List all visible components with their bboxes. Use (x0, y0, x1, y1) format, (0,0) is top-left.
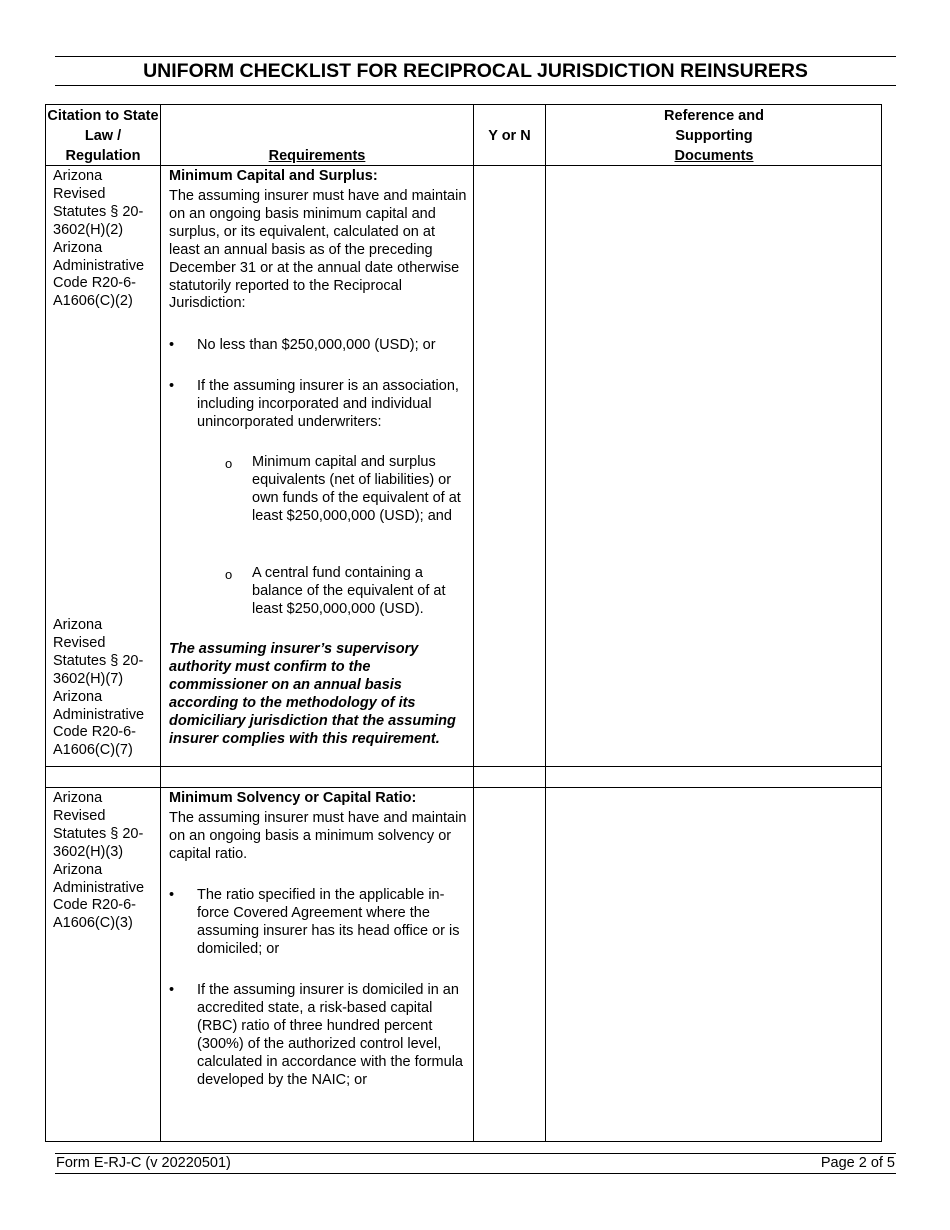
capital-sub-bullet-2: A central fund containing a balance of the equivalent of at least $250,000,000 (USD). (252, 565, 446, 617)
capital-bullet-1: No less than $250,000,000 (USD); or (197, 337, 436, 353)
form-id: Form E-RJ-C (v 20220501) (56, 1155, 231, 1171)
bullet-icon: • (169, 982, 175, 998)
section-heading-solvency-ratio: Minimum Solvency or Capital Ratio: (169, 790, 417, 806)
citation-supervisory-confirmation: Arizona Revised Statutes § 20-3602(H)(7) Arizona Administrative Code R20-6-A1606(C)(7) (53, 617, 145, 759)
footer-top-rule (55, 1153, 896, 1154)
page-title: UNIFORM CHECKLIST FOR RECIPROCAL JURISDICTION REINSURERS (143, 60, 808, 82)
sub-bullet-icon: o (225, 567, 233, 582)
solvency-ratio-intro: The assuming insurer must have and maintain on an ongoing basis a minimum solvency or capital ratio. (169, 810, 467, 862)
column-divider-requirements (473, 104, 474, 1142)
capital-sub-bullet-1: Minimum capital and surplus equivalents (net of liabilities) or own funds of the equivalent of at least $250,000,000 (USD); and (252, 454, 461, 524)
solvency-bullet-2: If the assuming insurer is domiciled in an accredited state, a risk-based capital (RBC) ratio of three hundred percent (300%) of the authorized control level, calculated in accordance with the formula developed by the NAIC; or (197, 982, 463, 1088)
supervisory-note: The assuming insurer’s supervisory authority must confirm to the commissioner on an annual basis according to the methodology of its domiciliary jurisdiction that the assuming insurer complies with this requirement. (169, 641, 456, 747)
title-top-rule (55, 56, 896, 57)
page-number: Page 2 of 5 (820, 1155, 895, 1171)
spacer-row-bottom (45, 787, 882, 788)
citation-solvency-ratio: Arizona Revised Statutes § 20-3602(H)(3) Arizona Administrative Code R20-6-A1606(C)(3) (53, 790, 145, 932)
capital-surplus-intro: The assuming insurer must have and maintain on an ongoing basis minimum capital and surplus, or its equivalent, calculated on at least an annual basis as of the preceding December 31 or at the annual date otherwise statutorily reported to the Reciprocal Jurisdiction: (169, 188, 467, 312)
solvency-bullet-1: The ratio specified in the applicable in-force Covered Agreement where the assuming insurer has its head office or is domiciled; or (197, 887, 460, 957)
header-y-or-n: Y or N (488, 128, 531, 144)
header-citation: Citation to State Law / Regulation (47, 108, 159, 164)
bullet-icon: • (169, 378, 175, 394)
column-divider-yn (545, 104, 546, 1142)
header-reference-line2: Documents (674, 148, 754, 164)
spacer-row-top (45, 766, 882, 767)
header-reference-line1: Reference and Supporting (664, 108, 764, 144)
footer-bottom-rule (55, 1173, 896, 1174)
bullet-icon: • (169, 337, 175, 353)
title-bottom-rule (55, 85, 896, 86)
header-reference (624, 106, 804, 166)
column-divider-citation (160, 104, 161, 1142)
bullet-icon: • (169, 887, 175, 903)
sub-bullet-icon: o (225, 456, 233, 471)
capital-bullet-2: If the assuming insurer is an association, including incorporated and individual unincorporated underwriters: (197, 378, 459, 430)
citation-capital-surplus: Arizona Revised Statutes § 20-3602(H)(2) Arizona Administrative Code R20-6-A1606(C)(2) (53, 168, 145, 310)
section-heading-capital-surplus: Minimum Capital and Surplus: (169, 168, 378, 184)
header-requirements: Requirements (268, 148, 366, 164)
